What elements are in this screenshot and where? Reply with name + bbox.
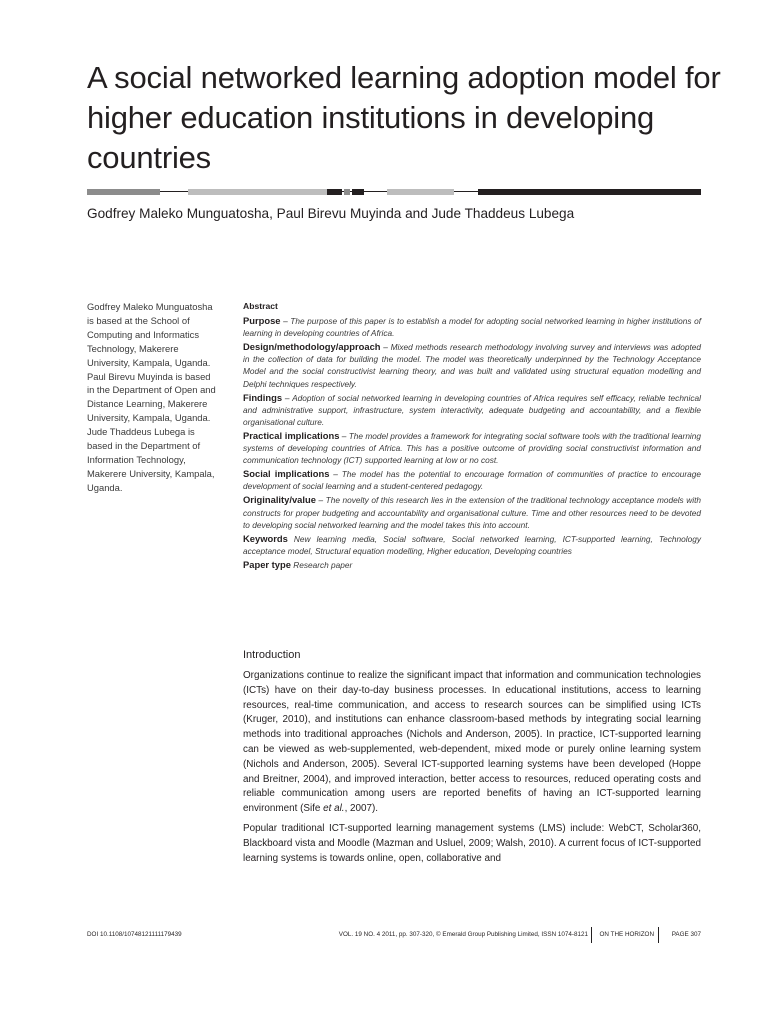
body-text [243, 669, 701, 871]
citation-etal: et al. [323, 803, 345, 815]
abstract-purpose [243, 315, 701, 339]
abstract-text: Research paper [290, 559, 353, 570]
author-bio: Paul Birevu Muyinda is based in the Department of Open and Distance Learning, Makerere University, Kampala, Uganda. [87, 370, 216, 424]
abstract-keywords [243, 533, 701, 557]
divider-segment [344, 189, 350, 195]
divider-segment [352, 189, 364, 195]
footer-page-number: PAGE 307 [671, 931, 701, 938]
page-footer [87, 926, 701, 944]
abstract-text: – Mixed methods research methodology involving survey and interviews was adopted in the collection of data for building the model. The model was theoretically underpinned by the Technology Acceptance Model and the social constructivist learning theory, and was built and validated using structural equation modelling and Delphi techniques respectively. [243, 342, 701, 389]
abstract-text: New learning media, Social software, Social networked learning, ICT-supported learning, Technology acceptance model, Structural equation modelling, Higher education, Developing countries [243, 533, 701, 556]
abstract-label: Purpose [243, 315, 281, 327]
footer-separator [591, 927, 592, 943]
abstract-text: – Adoption of social networked learning in developing countries of Africa requires self efficacy, reliable technical and administrative support, infrastructure, system interactivity, adequate budgeting and accountability, and a flexible organisational culture. [243, 392, 701, 427]
abstract-label: Findings [243, 391, 283, 403]
abstract-originality [243, 494, 701, 530]
footer-volume-info: VOL. 19 NO. 4 2011, pp. 307-320, © Emerald Group Publishing Limited, ISSN 1074-8121 [338, 931, 588, 938]
body-paragraph [243, 669, 701, 817]
abstract-label: Keywords [243, 532, 288, 544]
section-heading: Introduction [243, 649, 301, 661]
abstract-heading: Abstract [243, 301, 278, 311]
abstract-text: – The novelty of this research lies in the extension of the traditional technology acceptance models with constructs for proper budgeting and accountability and organisational culture. Time and other resources need to be devoted to developing social networked learning and the model takes this into account. [243, 495, 701, 530]
body-paragraph: Popular traditional ICT-supported learning management systems (LMS) include: WebCT, Scholar360, Blackboard vista and Moodle (Mazman and Usluel, 2009; Walsh, 2010). A current focus of ICT-supported learning systems is towards online, open, collaborative and [243, 822, 701, 864]
author-bio: Jude Thaddeus Lubega is based in the Department of Information Technology, Makerere University, Kampala, Uganda. [87, 426, 215, 493]
divider-segment [188, 189, 327, 195]
footer-doi: DOI 10.1108/10748121111179439 [87, 931, 182, 938]
author-bio: Godfrey Maleko Munguatosha is based at the School of Computing and Informatics Technology, Makerere University, Kampala, Uganda. [87, 301, 213, 368]
article-title: A social networked learning adoption model for higher education institutions in developing countries [87, 60, 721, 175]
footer-separator [658, 927, 659, 943]
abstract-label: Originality/value [243, 494, 316, 506]
structured-abstract [243, 300, 701, 573]
abstract-practical-implications [243, 430, 701, 466]
abstract-design [243, 341, 701, 389]
abstract-text: – The purpose of this paper is to establish a model for adopting social networked learning in higher institutions of learning in developing countries of Africa. [243, 316, 701, 339]
paragraph-text: Organizations continue to realize the significant impact that information and communication technologies (ICTs) have on their day-to-day business processes. In educational institutions, access to learning resources, real-time communication, and access to research sources can be simplified using ICTs (Kruger, 2010), and institutions can enhance classroom-based methods by integrating social learning methods into traditional approaches (Nichols and Anderson, 2005). In practice, ICT-supported learning can be viewed as web-supplemented, web-dependent, mixed mode or purely online learning system (Nichols and Anderson, 2005). Several ICT-supported learning systems have been developed (Hoppe and Breitner, 2004), and improved interaction, better access to resources, reduced operating costs and reliable communication among users are reported benefits of having an ICT-supported learning environment (Sife [243, 670, 701, 815]
divider-segment [327, 189, 342, 195]
abstract-text: – The model has the potential to encourage formation of communities of practice to encourage development of social learning and a student-centered pedagogy. [243, 469, 701, 492]
abstract-findings [243, 392, 701, 428]
abstract-text: – The model provides a framework for integrating social software tools with the traditional learning systems of developing countries of Africa. This has a positive outcome of providing social constructivist information and communication technology (ICT) supported learning at low or no cost. [243, 430, 701, 466]
abstract-paper-type [243, 559, 701, 571]
divider-segment [478, 189, 701, 195]
abstract-social-implications [243, 468, 701, 492]
author-list: Godfrey Maleko Munguatosha, Paul Birevu Muyinda and Jude Thaddeus Lubega [87, 206, 575, 221]
abstract-label: Paper type [243, 558, 291, 570]
title-divider-rule [87, 189, 701, 195]
paragraph-text: , 2007). [344, 803, 379, 815]
divider-segment [387, 189, 454, 195]
abstract-label: Social implications [243, 468, 330, 480]
abstract-label: Practical implications [243, 429, 340, 441]
abstract-label: Design/methodology/approach [243, 341, 381, 353]
divider-segment [87, 189, 160, 195]
author-affiliations [87, 300, 217, 495]
footer-journal-name: ON THE HORIZON [599, 931, 654, 938]
